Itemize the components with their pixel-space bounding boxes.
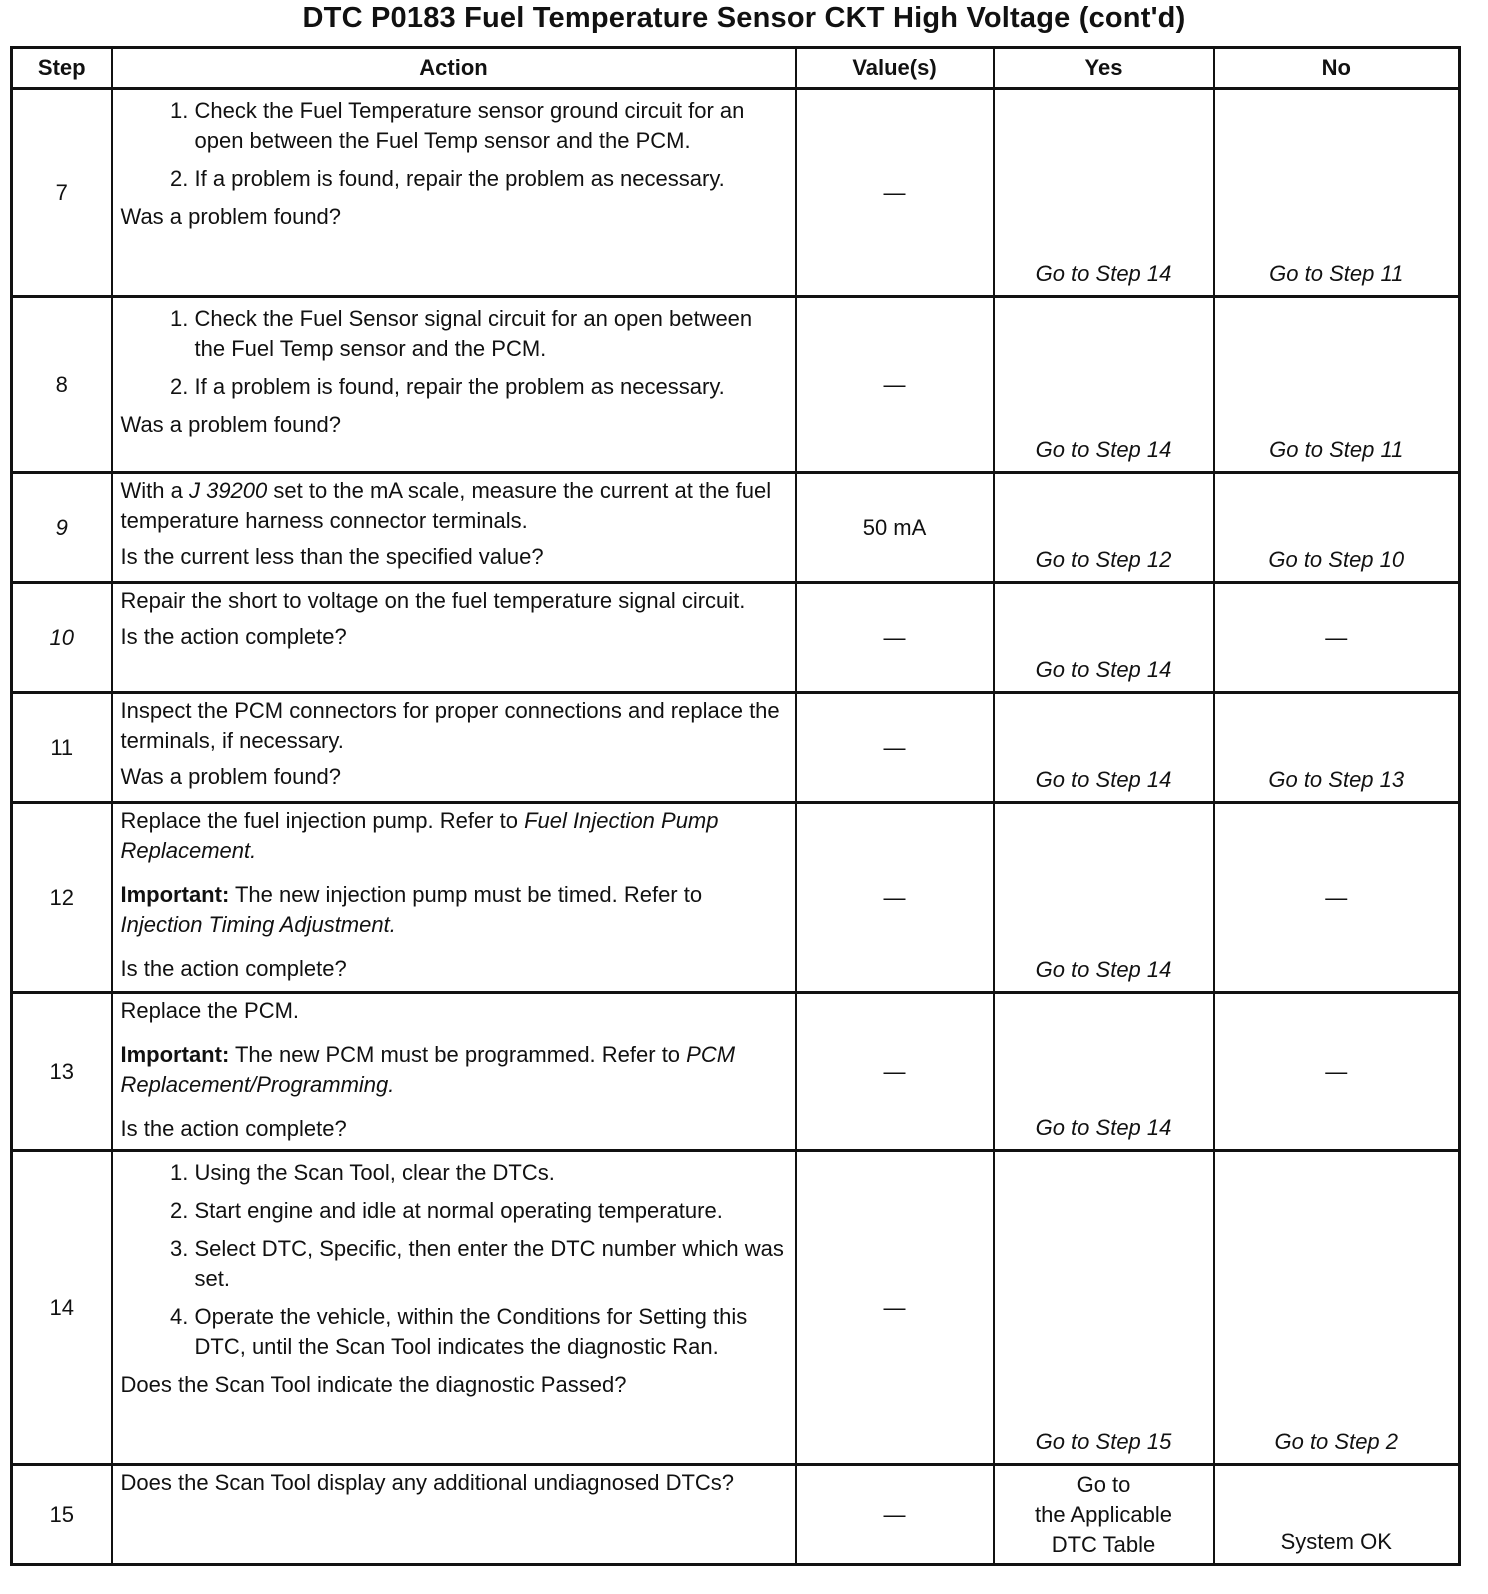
step-number: 12 <box>12 803 112 993</box>
action-list <box>121 96 787 194</box>
action-question: Is the action complete? <box>120 1116 347 1141</box>
action-list <box>121 304 787 402</box>
action-text: Replace the PCM. <box>120 998 300 1023</box>
step-number: 15 <box>12 1465 112 1565</box>
action-text: Repair the short to voltage on the fuel temperature signal circuit. <box>120 588 746 613</box>
action-cell <box>112 89 796 297</box>
step-number: 7 <box>12 89 112 297</box>
table-row <box>12 803 1460 993</box>
action-question: Is the action complete? <box>120 956 347 981</box>
header-values: Value(s) <box>796 48 994 89</box>
important-text: The new PCM must be programmed. Refer to <box>229 1042 687 1067</box>
action-question: Was a problem found? <box>120 204 342 229</box>
value-cell: 50 mA <box>796 473 994 583</box>
action-text-part: set to the mA scale, measure the current at the fuel temperature harness connector terminals. <box>120 478 772 533</box>
no-cell: — <box>1214 993 1460 1151</box>
yes-cell: Go to Step 14 <box>994 583 1214 693</box>
yes-cell: Go to Step 12 <box>994 473 1214 583</box>
action-cell <box>112 803 796 993</box>
no-cell: Go to Step 13 <box>1214 693 1460 803</box>
procedure-reference: Injection Timing Adjustment. <box>120 912 396 937</box>
yes-line: Go to <box>1076 1471 1131 1497</box>
procedure-reference: Fuel Injection Pump Replacement. <box>120 808 719 863</box>
header-step: Step <box>12 48 112 89</box>
header-no: No <box>1214 48 1460 89</box>
no-cell: Go to Step 11 <box>1214 297 1460 473</box>
action-cell <box>112 583 796 693</box>
yes-cell: Go to Step 14 <box>994 297 1214 473</box>
important-note <box>121 880 787 940</box>
action-cell <box>112 1465 796 1565</box>
no-cell: System OK <box>1214 1465 1460 1565</box>
table-row <box>12 297 1460 473</box>
value-cell: — <box>796 803 994 993</box>
important-label: Important: <box>120 882 230 907</box>
action-text <box>121 476 787 536</box>
action-question: Is the action complete? <box>120 624 347 649</box>
action-question: Does the Scan Tool indicate the diagnostic Passed? <box>120 1372 627 1397</box>
yes-cell: Go to Step 14 <box>994 693 1214 803</box>
action-text-part: Replace the fuel injection pump. Refer to <box>120 808 525 833</box>
header-yes: Yes <box>994 48 1214 89</box>
important-note <box>121 1040 787 1100</box>
important-label: Important: <box>120 1042 230 1067</box>
yes-line: the Applicable <box>1035 1501 1172 1527</box>
action-item: 1. Check the Fuel Sensor signal circuit for an open between the Fuel Temp sensor and the PCM. <box>195 304 787 364</box>
yes-cell: Go to Step 15 <box>994 1151 1214 1465</box>
action-item: 1. Using the Scan Tool, clear the DTCs. <box>195 1158 787 1188</box>
action-item: 2. If a problem is found, repair the problem as necessary. <box>195 372 787 402</box>
yes-line: DTC Table <box>1051 1531 1156 1557</box>
table-row <box>12 473 1460 583</box>
no-cell: Go to Step 2 <box>1214 1151 1460 1465</box>
table-row <box>12 693 1460 803</box>
page-title: DTC P0183 Fuel Temperature Sensor CKT High Voltage (cont'd) <box>302 2 1186 34</box>
action-item: 2. Start engine and idle at normal operating temperature. <box>195 1196 787 1226</box>
value-cell: — <box>796 1465 994 1565</box>
action-question: Does the Scan Tool display any additional undiagnosed DTCs? <box>120 1470 735 1495</box>
no-cell: — <box>1214 583 1460 693</box>
table-row <box>12 1151 1460 1465</box>
yes-cell: Go to Step 14 <box>994 89 1214 297</box>
no-cell: Go to Step 11 <box>1214 89 1460 297</box>
important-text: The new injection pump must be timed. Refer to <box>229 882 703 907</box>
no-cell: — <box>1214 803 1460 993</box>
action-cell <box>112 297 796 473</box>
action-cell <box>112 1151 796 1465</box>
action-item: 4. Operate the vehicle, within the Conditions for Setting this DTC, until the Scan Tool indicates the diagnostic Ran. <box>195 1302 787 1362</box>
table-row <box>12 583 1460 693</box>
action-item: 3. Select DTC, Specific, then enter the DTC number which was set. <box>195 1234 787 1294</box>
step-number: 9 <box>12 473 112 583</box>
action-cell <box>112 693 796 803</box>
table-row <box>12 1465 1460 1565</box>
action-text <box>121 806 787 866</box>
action-question: Is the current less than the specified value? <box>120 544 544 569</box>
yes-cell: Go to Step 14 <box>994 803 1214 993</box>
value-cell: — <box>796 993 994 1151</box>
tool-reference: J 39200 <box>188 478 268 503</box>
procedure-reference: PCM Replacement/Programming. <box>120 1042 736 1097</box>
value-cell: — <box>796 583 994 693</box>
action-text-part: With a <box>120 478 189 503</box>
step-number: 11 <box>12 693 112 803</box>
action-text: Inspect the PCM connectors for proper connections and replace the terminals, if necessary. <box>120 698 780 753</box>
action-cell <box>112 993 796 1151</box>
action-cell <box>112 473 796 583</box>
value-cell: — <box>796 297 994 473</box>
action-list <box>121 1158 787 1362</box>
table-row <box>12 993 1460 1151</box>
value-cell: — <box>796 693 994 803</box>
step-number: 14 <box>12 1151 112 1465</box>
no-cell: Go to Step 10 <box>1214 473 1460 583</box>
yes-cell: Go to Step 14 <box>994 993 1214 1151</box>
header-action: Action <box>112 48 796 89</box>
step-number: 13 <box>12 993 112 1151</box>
action-item: 1. Check the Fuel Temperature sensor ground circuit for an open between the Fuel Temp sensor and the PCM. <box>195 96 787 156</box>
diagnostic-table <box>10 46 1461 1566</box>
action-item: 2. If a problem is found, repair the problem as necessary. <box>195 164 787 194</box>
step-number: 10 <box>12 583 112 693</box>
header-row <box>12 48 1460 89</box>
action-question: Was a problem found? <box>120 764 342 789</box>
value-cell: — <box>796 1151 994 1465</box>
table-row <box>12 89 1460 297</box>
step-number: 8 <box>12 297 112 473</box>
value-cell: — <box>796 89 994 297</box>
yes-cell <box>994 1465 1214 1565</box>
action-question: Was a problem found? <box>120 412 342 437</box>
